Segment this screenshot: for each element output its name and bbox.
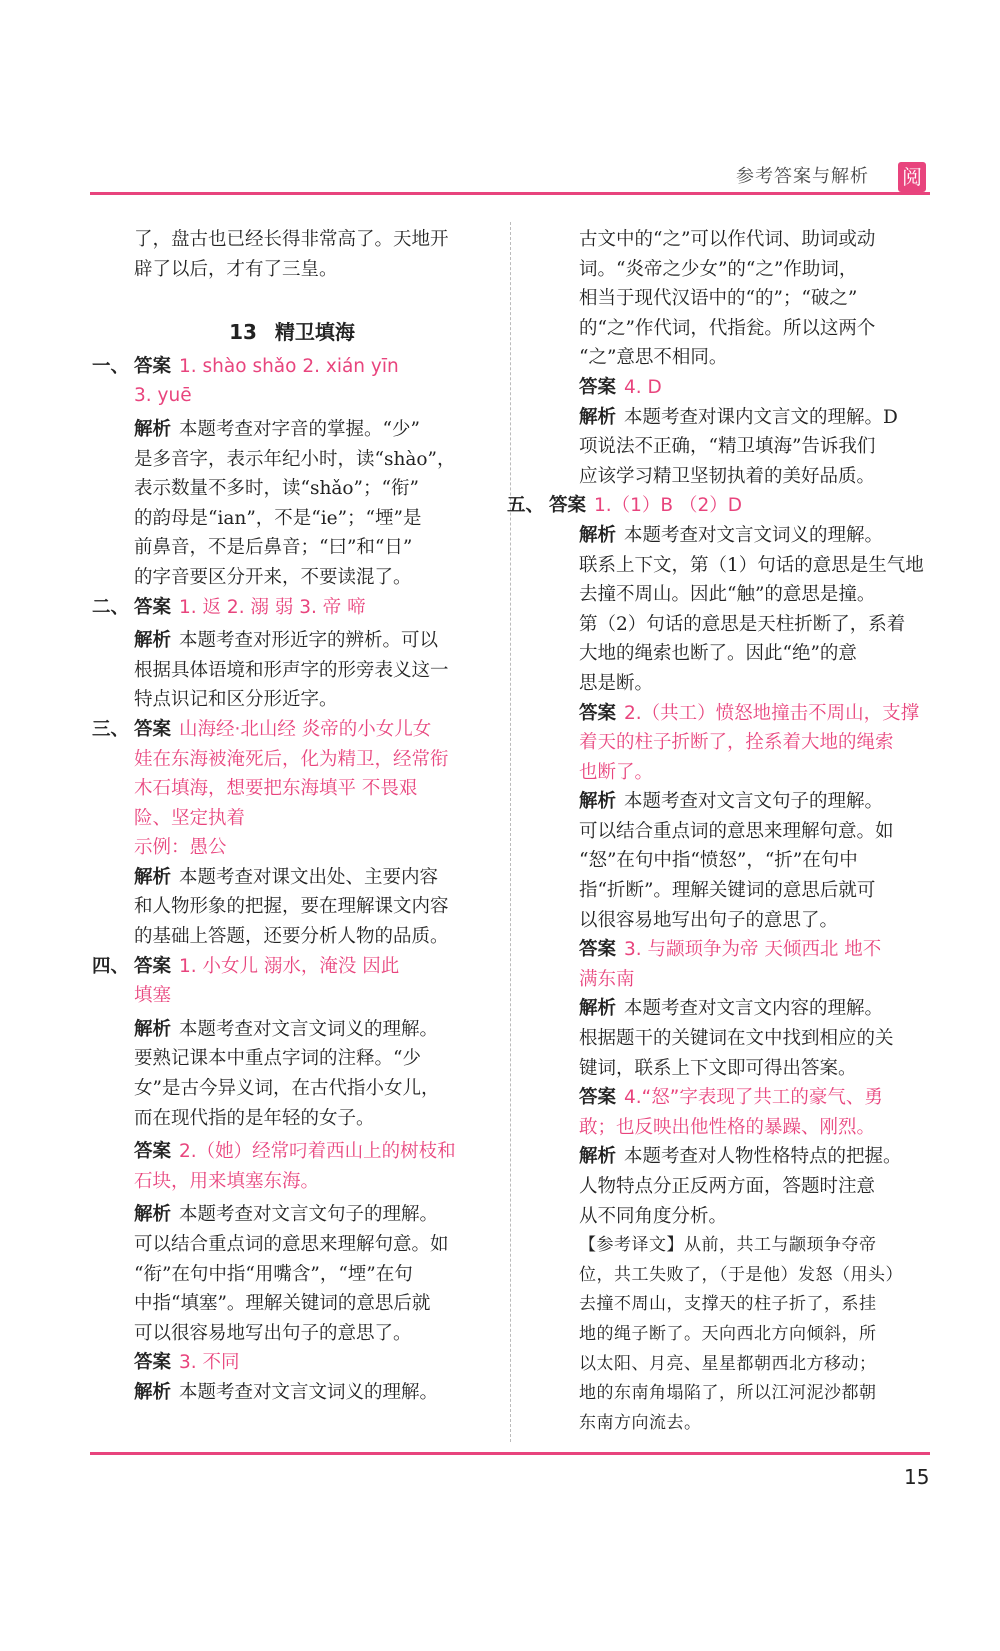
analysis-text: 特点识记和区分形近字。 bbox=[134, 689, 338, 711]
analysis-tag: 解析 bbox=[134, 630, 172, 652]
analysis-line bbox=[92, 1378, 492, 1408]
answer-tag: 答案 bbox=[549, 495, 587, 517]
analysis-text: 的基础上答题，还要分析人物的品质。 bbox=[134, 926, 449, 948]
analysis-text: “怒”在句中指“愤怒”，“折”在句中 bbox=[579, 850, 858, 872]
analysis-text: 本题考查对文言文句子的理解。 bbox=[624, 791, 884, 813]
analysis-tag: 解析 bbox=[579, 1146, 617, 1168]
answer-line bbox=[537, 935, 929, 965]
analysis-text: 根据题干的关键词在文中找到相应的关 bbox=[579, 1028, 894, 1050]
answer-tag: 答案 bbox=[579, 376, 617, 398]
analysis-text: 本题考查对形近字的辨析。可以 bbox=[179, 630, 439, 652]
analysis-text: “衔”在句中指“用嘴含”，“堙”在句 bbox=[134, 1263, 413, 1285]
answer-text: 3. 与颛顼争为帝 天倾西北 地不 bbox=[624, 939, 882, 961]
analysis-line bbox=[537, 787, 929, 817]
analysis-text: 可以很容易地写出句子的意思了。 bbox=[134, 1322, 412, 1344]
answer-line bbox=[92, 1348, 492, 1378]
translation-text: 东南方向流去。 bbox=[579, 1412, 702, 1433]
analysis-text: 思是断。 bbox=[579, 672, 654, 694]
analysis-text: 指“折断”。理解关键词的意思后就可 bbox=[579, 880, 876, 902]
analysis-text: 去撞不周山。因此“触”的意思是撞。 bbox=[579, 584, 876, 606]
answer-line bbox=[537, 373, 929, 403]
analysis-text: 和人物形象的把握，要在理解课文内容 bbox=[134, 896, 449, 918]
answer-text: 3. 不同 bbox=[179, 1352, 240, 1374]
analysis-text: 可以结合重点词的意思来理解句意。如 bbox=[579, 820, 894, 842]
left-column bbox=[92, 225, 492, 1408]
analysis-line bbox=[537, 403, 929, 433]
analysis-text: 古文中的“之”可以作代词、助词或动 bbox=[579, 229, 876, 250]
analysis-text: 的字音要区分开来，不要读混了。 bbox=[134, 566, 412, 588]
right-column bbox=[507, 225, 929, 1438]
translation-text: 从前，共工与颛顼争夺帝 bbox=[684, 1235, 877, 1256]
section-number: 一、 bbox=[92, 355, 130, 377]
analysis-text: 从不同角度分析。 bbox=[579, 1205, 728, 1227]
answer-line bbox=[537, 699, 929, 729]
analysis-tag: 解析 bbox=[134, 1018, 172, 1040]
analysis-text: 本题考查对文言文词义的理解。 bbox=[179, 1018, 439, 1040]
header-rule bbox=[90, 192, 930, 195]
answer-tag: 答案 bbox=[134, 1141, 172, 1163]
analysis-text: 是多音字，表示年纪小时，读“shào”， bbox=[134, 448, 456, 470]
analysis-text: 本题考查对课文出处、主要内容 bbox=[179, 866, 439, 888]
analysis-line bbox=[537, 521, 929, 551]
translation-text: 去撞不周山，支撑天的柱子折了，系挂 bbox=[579, 1294, 877, 1315]
analysis-line bbox=[92, 1015, 492, 1045]
analysis-text: 人物特点分正反两方面，答题时注意 bbox=[579, 1176, 876, 1197]
analysis-text: 中指“填塞”。理解关键词的意思后就 bbox=[134, 1293, 431, 1315]
analysis-line bbox=[92, 1200, 492, 1230]
answer-text: 娃在东海被淹死后，化为精卫，经常衔 bbox=[134, 748, 449, 770]
answer-text: 也断了。 bbox=[579, 761, 654, 783]
answer-tag: 答案 bbox=[134, 718, 172, 740]
analysis-tag: 解析 bbox=[134, 418, 172, 440]
answer-tag: 答案 bbox=[579, 939, 617, 961]
section-number: 四、 bbox=[92, 955, 130, 977]
analysis-tag: 解析 bbox=[134, 866, 172, 888]
answer-text: 1.（1）B （2）D bbox=[594, 495, 743, 517]
analysis-text: 相当于现代汉语中的“的”；“破之” bbox=[579, 288, 858, 310]
analysis-tag: 解析 bbox=[579, 406, 617, 428]
answer-line bbox=[537, 1083, 929, 1113]
analysis-text: 可以结合重点词的意思来理解句意。如 bbox=[134, 1234, 449, 1255]
analysis-text: 表示数量不多时，读“shǎo”；“衔” bbox=[134, 478, 419, 500]
analysis-text: 要熟记课本中重点字词的注释。“少 bbox=[134, 1048, 421, 1070]
answer-text: 木石填海，想要把东海填平 不畏艰 bbox=[134, 778, 418, 800]
analysis-text: 而在现代指的是年轻的女子。 bbox=[134, 1107, 375, 1129]
lesson-title bbox=[92, 318, 492, 348]
lesson-number: 13 bbox=[229, 320, 257, 345]
answer-tag: 答案 bbox=[134, 355, 172, 377]
analysis-text: “之”意思不相同。 bbox=[579, 347, 728, 369]
lesson-name: 精卫填海 bbox=[274, 320, 355, 345]
answer-text: 2.（共工）愤怒地撞击不周山，支撑 bbox=[624, 702, 920, 724]
answer-text: 敢；也反映出他性格的暴躁、刚烈。 bbox=[579, 1116, 876, 1138]
analysis-text: 本题考查对人物性格特点的把握。 bbox=[624, 1146, 902, 1168]
intro-line: 了，盘古也已经长得非常高了。天地开 bbox=[134, 229, 449, 250]
answer-tag: 答案 bbox=[579, 1087, 617, 1109]
analysis-text: 联系上下文，第（1）句话的意思是生气地 bbox=[579, 554, 924, 576]
answer-text: 4. D bbox=[624, 376, 662, 398]
translation-text: 位，共工失败了，（于是他）发怒（用头） bbox=[579, 1264, 903, 1285]
analysis-text: 第（2）句话的意思是天柱折断了，系着 bbox=[579, 613, 906, 635]
analysis-text: 本题考查对文言文句子的理解。 bbox=[179, 1204, 439, 1226]
analysis-text: 键词，联系上下文即可得出答案。 bbox=[579, 1057, 857, 1079]
analysis-line bbox=[92, 415, 492, 445]
analysis-text: 项说法不正确，“精卫填海”告诉我们 bbox=[579, 436, 876, 458]
section-5-answer bbox=[507, 491, 929, 521]
answer-text: 石块，用来填塞东海。 bbox=[134, 1170, 320, 1192]
analysis-tag: 解析 bbox=[134, 1204, 172, 1226]
analysis-text: 本题考查对文言文词义的理解。 bbox=[179, 1381, 439, 1403]
analysis-text: 应该学习精卫坚韧执着的美好品质。 bbox=[579, 465, 876, 487]
section-number: 五、 bbox=[507, 495, 545, 517]
answer-text: 2.（她）经常叼着西山上的树枝和 bbox=[179, 1141, 456, 1163]
section-3-answer bbox=[92, 715, 492, 745]
answer-text: 险、坚定执着 bbox=[134, 807, 246, 829]
analysis-line bbox=[537, 1142, 929, 1172]
header-badge: 阅 bbox=[898, 162, 926, 192]
intro-line: 辟了以后，才有了三皇。 bbox=[134, 258, 338, 280]
answer-text: 着天的柱子折断了，拴系着大地的绳索 bbox=[579, 732, 894, 754]
analysis-text: 本题考查对文言文词义的理解。 bbox=[624, 524, 884, 546]
answer-text: 满东南 bbox=[579, 968, 635, 990]
answer-tag: 答案 bbox=[134, 596, 172, 618]
answer-tag: 答案 bbox=[134, 955, 172, 977]
answer-text: 1. 返 2. 溺 弱 3. 帝 啼 bbox=[179, 596, 366, 618]
answer-text: 4.“怒”字表现了共工的豪气、勇 bbox=[624, 1087, 883, 1109]
page-number: 15 bbox=[904, 1465, 930, 1489]
analysis-tag: 解析 bbox=[134, 1381, 172, 1403]
section-number: 三、 bbox=[92, 718, 130, 740]
answer-tag: 答案 bbox=[579, 702, 617, 724]
translation-text: 地的东南角塌陷了，所以江河泥沙都朝 bbox=[579, 1383, 877, 1404]
analysis-text: 本题考查对文言文内容的理解。 bbox=[624, 998, 884, 1020]
header-label: 参考答案与解析 bbox=[736, 166, 869, 187]
example-answer: 示例：愚公 bbox=[134, 837, 227, 859]
analysis-text: 的“之”作代词，代指瓮。所以这两个 bbox=[579, 317, 876, 339]
footer-rule bbox=[90, 1452, 930, 1455]
answer-text: 填塞 bbox=[134, 985, 172, 1007]
analysis-text: 本题考查对字音的掌握。“少” bbox=[179, 418, 420, 440]
section-2-answer bbox=[92, 593, 492, 623]
section-number: 二、 bbox=[92, 596, 130, 618]
translation-text: 以太阳、月亮、星星都朝西北方移动； bbox=[579, 1353, 877, 1374]
analysis-text: 前鼻音，不是后鼻音；“曰”和“日” bbox=[134, 537, 413, 559]
analysis-line bbox=[537, 994, 929, 1024]
answer-line bbox=[92, 1137, 492, 1167]
analysis-line bbox=[92, 626, 492, 656]
translation-label: 【参考译文】 bbox=[579, 1235, 684, 1256]
analysis-text: 词。“炎帝之少女”的“之”作助词， bbox=[579, 258, 858, 280]
analysis-text: 大地的绳索也断了。因此“绝”的意 bbox=[579, 643, 857, 665]
analysis-tag: 解析 bbox=[579, 998, 617, 1020]
analysis-text: 根据具体语境和形声字的形旁表义这一 bbox=[134, 659, 449, 681]
translation-text: 地的绳子断了。天向西北方向倾斜，所 bbox=[579, 1323, 877, 1344]
analysis-text: 女”是古今异义词，在古代指小女儿， bbox=[134, 1078, 440, 1100]
analysis-line bbox=[92, 863, 492, 893]
column-divider bbox=[510, 222, 511, 1442]
answer-text: 山海经·北山经 炎帝的小女儿女 bbox=[179, 718, 432, 740]
answer-text: 1. shào shǎo 2. xián yīn bbox=[179, 355, 399, 377]
answer-text: 3. yuē bbox=[134, 385, 192, 407]
analysis-text: 以很容易地写出句子的意思了。 bbox=[579, 909, 839, 931]
analysis-tag: 解析 bbox=[579, 524, 617, 546]
section-1-answer bbox=[92, 352, 492, 382]
answer-text: 1. 小女儿 溺水，淹没 因此 bbox=[179, 955, 400, 977]
translation-line bbox=[537, 1231, 929, 1261]
section-4-answer bbox=[92, 952, 492, 982]
analysis-text: 本题考查对课内文言文的理解。D bbox=[624, 406, 898, 428]
answer-tag: 答案 bbox=[134, 1352, 172, 1374]
analysis-text: 的韵母是“ian”，不是“ie”；“堙”是 bbox=[134, 507, 422, 529]
analysis-tag: 解析 bbox=[579, 791, 617, 813]
